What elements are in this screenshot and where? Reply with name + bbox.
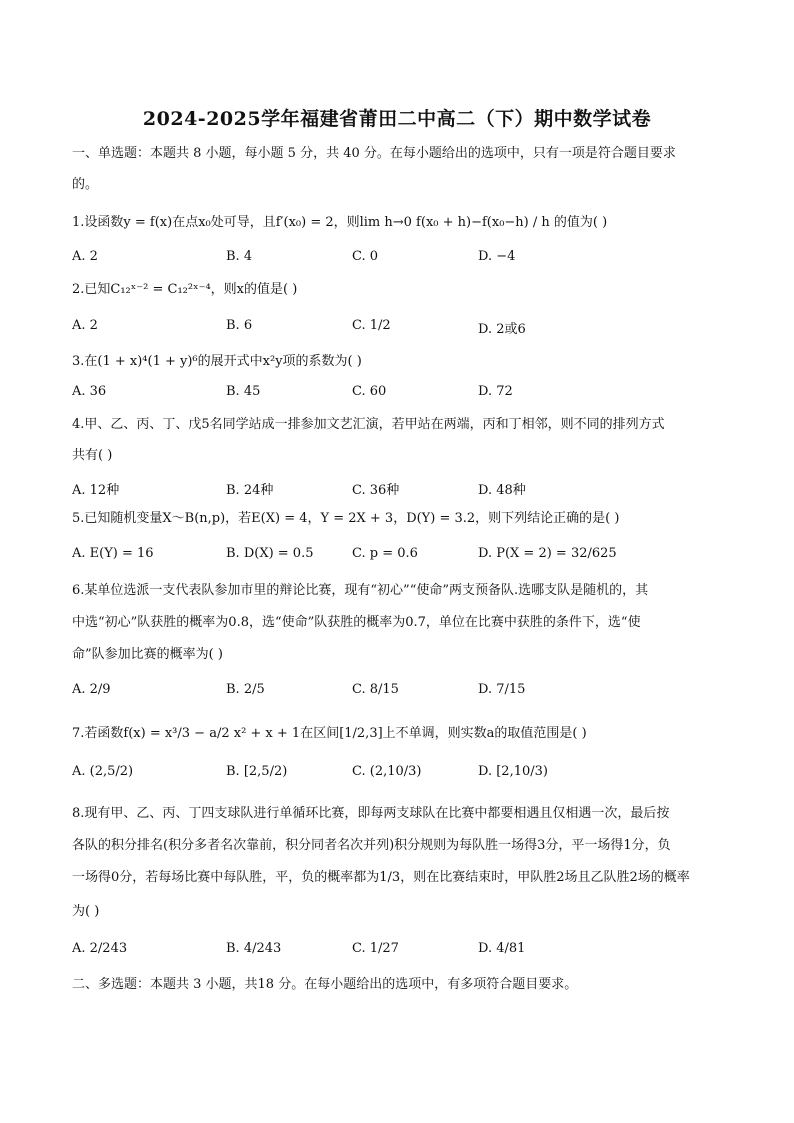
- question-2-option-a[interactable]: A. 2: [72, 318, 98, 333]
- question-6-stem: 6.某单位选派一支代表队参加市里的辩论比赛，现有“初心”“使命”两支预备队.选哪支队是随机的，其: [72, 583, 649, 598]
- question-6-stem-cont-2: 命”队参加比赛的概率为( ): [72, 647, 223, 662]
- question-7-option-d[interactable]: D. [2,10/3): [478, 764, 548, 779]
- question-6-stem-cont-1: 中选“初心”队获胜的概率为0.8，选“使命”队获胜的概率为0.7，单位在比赛中获胜的条件下，选“使: [72, 615, 641, 630]
- question-5-options: [72, 546, 732, 566]
- question-3-stem: 3.在(1 + x)⁴(1 + y)⁶的展开式中x²y项的系数为( ): [72, 354, 362, 369]
- question-2-option-b[interactable]: B. 6: [226, 318, 253, 333]
- question-4-option-a[interactable]: A. 12种: [72, 483, 120, 498]
- question-2-option-d[interactable]: D. 2或6: [478, 322, 526, 337]
- question-8-stem-cont-1: 各队的积分排名(积分多者名次靠前，积分同者名次并列)积分规则为每队胜一场得3分，平一场得1分，负: [72, 838, 671, 853]
- question-2-options: [72, 318, 732, 338]
- question-7-option-c[interactable]: C. (2,10/3): [352, 764, 422, 779]
- question-8-option-d[interactable]: D. 4/81: [478, 941, 526, 956]
- section-2-instructions: 二、多选题：本题共 3 小题，共18 分。在每小题给出的选项中，有多项符合题目要求。: [72, 977, 578, 992]
- question-6-option-b[interactable]: B. 2/5: [226, 682, 265, 697]
- question-5-stem: 5.已知随机变量X～B(n,p)，若E(X) = 4，Y = 2X + 3，D(Y) = 3.2，则下列结论正确的是( ): [72, 511, 620, 526]
- question-5-option-b[interactable]: B. D(X) = 0.5: [226, 546, 314, 561]
- question-3-option-d[interactable]: D. 72: [478, 384, 513, 399]
- section-1-instructions-cont: 的。: [72, 177, 99, 192]
- question-3-option-b[interactable]: B. 45: [226, 384, 261, 399]
- question-4-stem: 4.甲、乙、丙、丁、戊5名同学站成一排参加文艺汇演，若甲站在两端，丙和丁相邻，则不同的排列方式: [72, 417, 665, 432]
- question-7-option-a[interactable]: A. (2,5/2): [72, 764, 134, 779]
- section-1-instructions: 一、单选题：本题共 8 小题，每小题 5 分，共 40 分。在每小题给出的选项中，只有一项是符合题目要求: [72, 146, 676, 161]
- question-8-option-b[interactable]: B. 4/243: [226, 941, 282, 956]
- question-5-option-d[interactable]: D. P(X = 2) = 32/625: [478, 546, 617, 561]
- question-5-option-c[interactable]: C. p = 0.6: [352, 546, 418, 561]
- page-title: 2024-2025学年福建省莆田二中高二（下）期中数学试卷: [142, 108, 652, 130]
- question-4-option-d[interactable]: D. 48种: [478, 483, 526, 498]
- question-1-option-d[interactable]: D. −4: [478, 249, 516, 264]
- question-7-option-b[interactable]: B. [2,5/2): [226, 764, 288, 779]
- question-7-options: [72, 764, 732, 784]
- question-6-option-c[interactable]: C. 8/15: [352, 682, 399, 697]
- question-4-options: [72, 479, 732, 499]
- question-4-option-c[interactable]: C. 36种: [352, 483, 400, 498]
- question-2-option-c[interactable]: C. 1/2: [352, 318, 391, 333]
- question-5-option-a[interactable]: A. E(Y) = 16: [72, 546, 154, 561]
- question-3-option-a[interactable]: A. 36: [72, 384, 107, 399]
- question-8-options: [72, 941, 732, 961]
- question-1-option-c[interactable]: C. 0: [352, 249, 379, 264]
- question-8-option-a[interactable]: A. 2/243: [72, 941, 128, 956]
- question-1-option-a[interactable]: A. 2: [72, 249, 98, 264]
- question-2-stem: 2.已知C₁₂ˣ⁻² = C₁₂²ˣ⁻⁴，则x的值是( ): [72, 282, 298, 297]
- question-1-options: [72, 249, 732, 269]
- question-8-option-c[interactable]: C. 1/27: [352, 941, 399, 956]
- question-4-stem-cont: 共有( ): [72, 448, 113, 463]
- question-1-stem: 1.设函数y = f(x)在点x₀处可导，且f′(x₀) = 2，则lim h→0 f(x₀ + h)−f(x₀−h) / h 的值为( ): [72, 215, 608, 230]
- question-8-stem-cont-3: 为( ): [72, 904, 100, 919]
- question-4-option-b[interactable]: B. 24种: [226, 483, 274, 498]
- question-3-options: [72, 384, 732, 404]
- question-7-stem: 7.若函数f(x) = x³/3 − a/2 x² + x + 1在区间[1/2,3]上不单调，则实数a的取值范围是( ): [72, 726, 587, 741]
- question-8-stem-cont-2: 一场得0分，若每场比赛中每队胜，平，负的概率都为1/3，则在比赛结束时，甲队胜2场且乙队胜2场的概率: [72, 870, 690, 885]
- question-8-stem: 8.现有甲、乙、丙、丁四支球队进行单循环比赛，即每两支球队在比赛中都要相遇且仅相遇一次，最后按: [72, 806, 670, 821]
- question-6-option-d[interactable]: D. 7/15: [478, 682, 526, 697]
- question-1-option-b[interactable]: B. 4: [226, 249, 253, 264]
- question-6-options: [72, 682, 732, 702]
- question-6-option-a[interactable]: A. 2/9: [72, 682, 111, 697]
- question-3-option-c[interactable]: C. 60: [352, 384, 387, 399]
